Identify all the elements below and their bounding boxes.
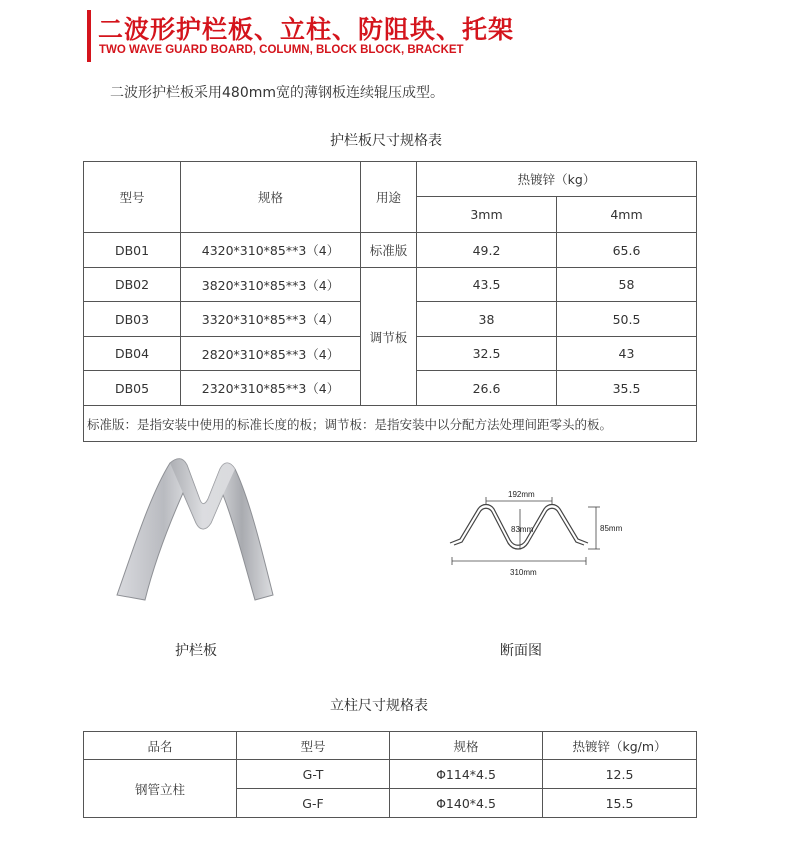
cell-spec: Φ114*4.5 [390, 760, 543, 789]
cell-model: DB04 [84, 337, 181, 371]
header-weight: 热镀锌（kg） [417, 162, 697, 197]
cell-spec: 3320*310*85**3（4） [181, 302, 361, 337]
cell-usage-adjust: 调节板 [361, 268, 417, 406]
cell-weight-4: 65.6 [557, 233, 697, 268]
cell-spec: 2320*310*85**3（4） [181, 371, 361, 406]
dim-height-label: 85mm [600, 524, 623, 533]
cell-weight-3: 26.6 [417, 371, 557, 406]
page-title: 二波形护栏板、立柱、防阻块、托架 [98, 15, 515, 44]
cell-weight-4: 58 [557, 268, 697, 302]
table-note: 标准版：是指安装中使用的标准长度的板；调节板：是指安装中以分配方法处理间距零头的板。 [84, 406, 697, 442]
cross-section-diagram [440, 485, 640, 585]
header-model: 型号 [84, 162, 181, 233]
table-row [84, 268, 697, 302]
cell-model: DB03 [84, 302, 181, 337]
cell-spec: 2820*310*85**3（4） [181, 337, 361, 371]
header-name: 品名 [84, 732, 237, 760]
column-spec-table [83, 731, 697, 818]
header-spec: 规格 [181, 162, 361, 233]
dim-inner-label: 83mm [511, 525, 534, 534]
cell-model: G-F [237, 789, 390, 818]
board-figure-label: 护栏板 [175, 643, 217, 659]
cell-model: DB02 [84, 268, 181, 302]
cell-name: 钢管立柱 [84, 760, 237, 818]
header-spec: 规格 [390, 732, 543, 760]
header-thickness-4: 4mm [557, 197, 697, 233]
cell-model: G-T [237, 760, 390, 789]
guard-board-image [105, 455, 285, 605]
cell-weight-4: 35.5 [557, 371, 697, 406]
section-figure-label: 断面图 [500, 643, 542, 659]
cell-weight-4: 50.5 [557, 302, 697, 337]
table-row [84, 233, 697, 268]
header-thickness-3: 3mm [417, 197, 557, 233]
cell-model: DB01 [84, 233, 181, 268]
cell-weight-4: 43 [557, 337, 697, 371]
header-accent-bar [87, 10, 91, 62]
column-table-caption: 立柱尺寸规格表 [330, 698, 428, 714]
table-row [84, 760, 697, 789]
cell-spec: 3820*310*85**3（4） [181, 268, 361, 302]
cell-weight-3: 49.2 [417, 233, 557, 268]
cell-weight-3: 38 [417, 302, 557, 337]
board-spec-table [83, 161, 697, 442]
cell-weight-3: 32.5 [417, 337, 557, 371]
cell-weight: 15.5 [543, 789, 697, 818]
page-subtitle: TWO WAVE GUARD BOARD, COLUMN, BLOCK BLOCK, BRACKET [99, 44, 464, 56]
dim-top-label: 192mm [508, 490, 535, 499]
cell-weight-3: 43.5 [417, 268, 557, 302]
header-model: 型号 [237, 732, 390, 760]
cell-model: DB05 [84, 371, 181, 406]
cell-spec: 4320*310*85**3（4） [181, 233, 361, 268]
intro-text: 二波形护栏板采用480mm宽的薄钢板连续辊压成型。 [110, 85, 444, 101]
dim-width-label: 310mm [510, 568, 537, 577]
board-table-caption: 护栏板尺寸规格表 [330, 133, 442, 149]
cell-usage-standard: 标准版 [361, 233, 417, 268]
cell-spec: Φ140*4.5 [390, 789, 543, 818]
cell-weight: 12.5 [543, 760, 697, 789]
header-weight: 热镀锌（kg/m） [543, 732, 697, 760]
header-usage: 用途 [361, 162, 417, 233]
